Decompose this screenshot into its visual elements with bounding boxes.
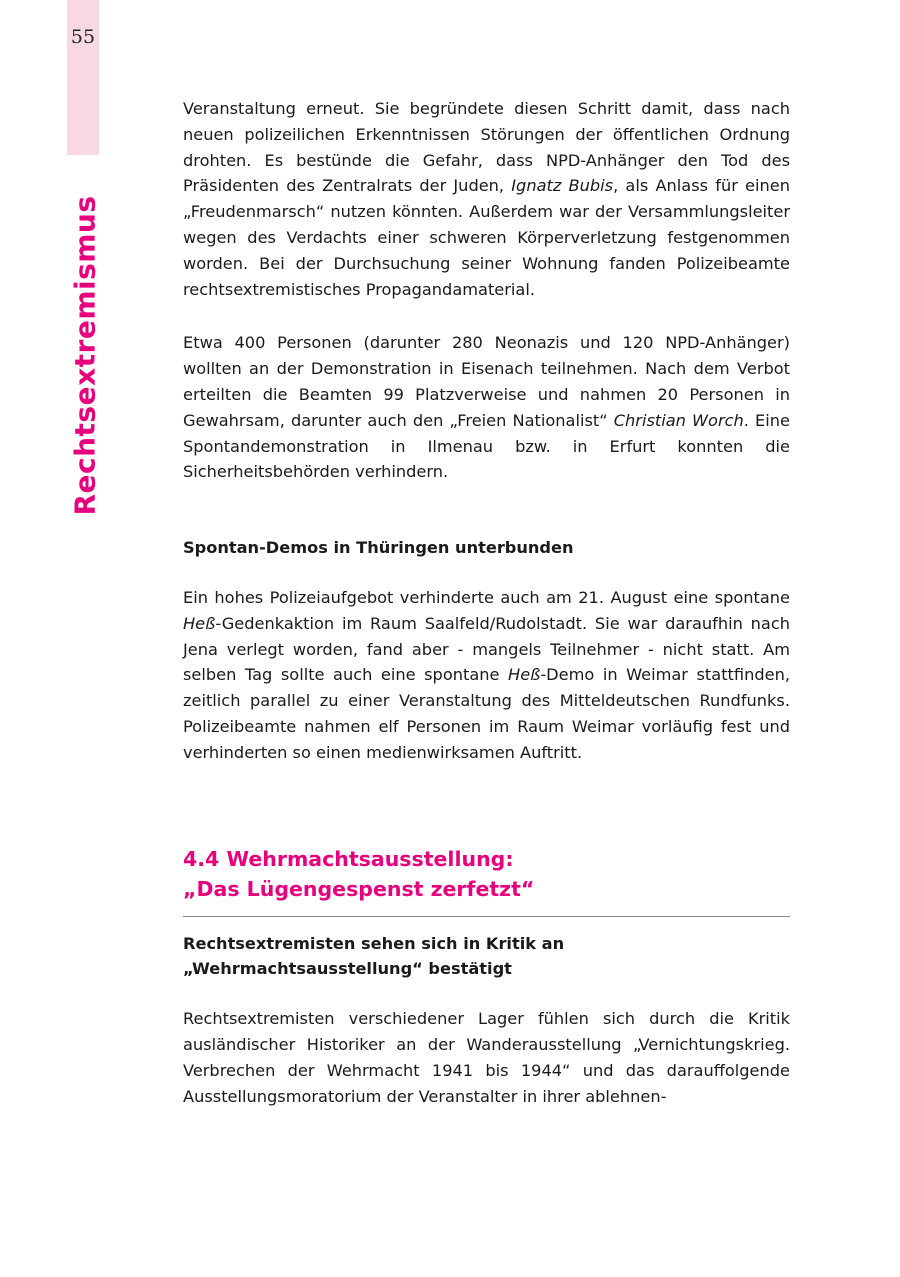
side-title-text: Rechtsextremismus	[68, 194, 102, 516]
side-tab	[67, 0, 99, 155]
paragraph-1	[183, 96, 790, 302]
text-run: Rechtsextremisten verschiedener Lager fühlen sich durch die Kritik ausländischer Historiker an der Wanderausstellung „Vernichtungskrieg. Verbrechen der Wehrmacht 1941 bis 1944“ und das darauffolgende Ausstellungsmoratorium der Veranstalter in ihrer ablehnen-	[183, 1009, 790, 1106]
text-run: , als Anlass für einen „Freudenmarsch“ nutzen könnten. Außerdem war der Versammlungsleiter wegen des Verdachts einer schweren Körperverletzung festgenommen worden. Bei der Durchsuchung seiner Wohnung fanden Polizeibeamte rechtsextremistisches Propagandamaterial.	[183, 176, 790, 299]
italic-name: Ignatz Bubis	[511, 176, 614, 196]
italic-name: Heß	[183, 613, 216, 633]
text-run: . Eine Spontandemonstration in Ilmenau bzw. in Erfurt konnten die Sicherheitsbehörden verhindern.	[183, 410, 790, 482]
text-run: Veranstaltung erneut. Sie begründete diesen Schritt damit, dass nach neuen polizeilichen Erkenntnissen Störungen der öffentlichen Ordnung drohten. Es bestünde die Gefahr, dass NPD-Anhänger den Tod des Präsidenten des Zentralrats der Juden,	[183, 99, 790, 196]
section-heading	[183, 844, 790, 904]
paragraph-3	[183, 585, 790, 766]
section-heading-line-1: 4.4 Wehrmachtsausstellung:	[183, 846, 514, 871]
page-number: 55	[70, 26, 96, 48]
text-run: Ein hohes Polizeiaufgebot verhinderte auch am 21. August eine spontane	[183, 587, 790, 607]
text-run: -Demo in Weimar stattfinden, zeitlich parallel zu einer Veranstaltung des Mitteldeutschen Rundfunks. Polizeibeamte nahmen elf Personen im Raum Weimar vorläufig fest und verhinderten so einen medienwirksamen Auftritt.	[183, 665, 790, 762]
page-content	[183, 96, 790, 1109]
text-run: Etwa 400 Personen (darunter 280 Neonazis und 120 NPD-Anhänger) wollten an der Demonstration in Eisenach teilnehmen. Nach dem Verbot erteilten die Beamten 99 Platzverweise und nahmen 20 Personen in Gewahrsam, darunter auch den „Freien Nationalist“	[183, 333, 790, 430]
side-title	[60, 190, 110, 520]
section-heading-line-2: „Das Lügengespenst zerfetzt“	[183, 876, 535, 901]
section-divider	[183, 916, 790, 917]
subheading-spontan-demos: Spontan-Demos in Thüringen unterbunden	[183, 538, 574, 558]
text-run: -Gedenkaktion im Raum Saalfeld/Rudolstadt. Sie war daraufhin nach Jena verlegt worden, fand aber - mangels Teilnehmer - nicht statt. Am selben Tag sollte auch eine spontane	[183, 613, 790, 685]
subheading-rechtsextremisten: Rechtsextremisten sehen sich in Kritik an „Wehrmachtsausstellung“ bestätigt	[183, 933, 565, 979]
italic-name: Heß	[508, 665, 541, 685]
italic-name: Christian Worch	[613, 410, 744, 430]
paragraph-2	[183, 330, 790, 485]
paragraph-4	[183, 1006, 790, 1109]
